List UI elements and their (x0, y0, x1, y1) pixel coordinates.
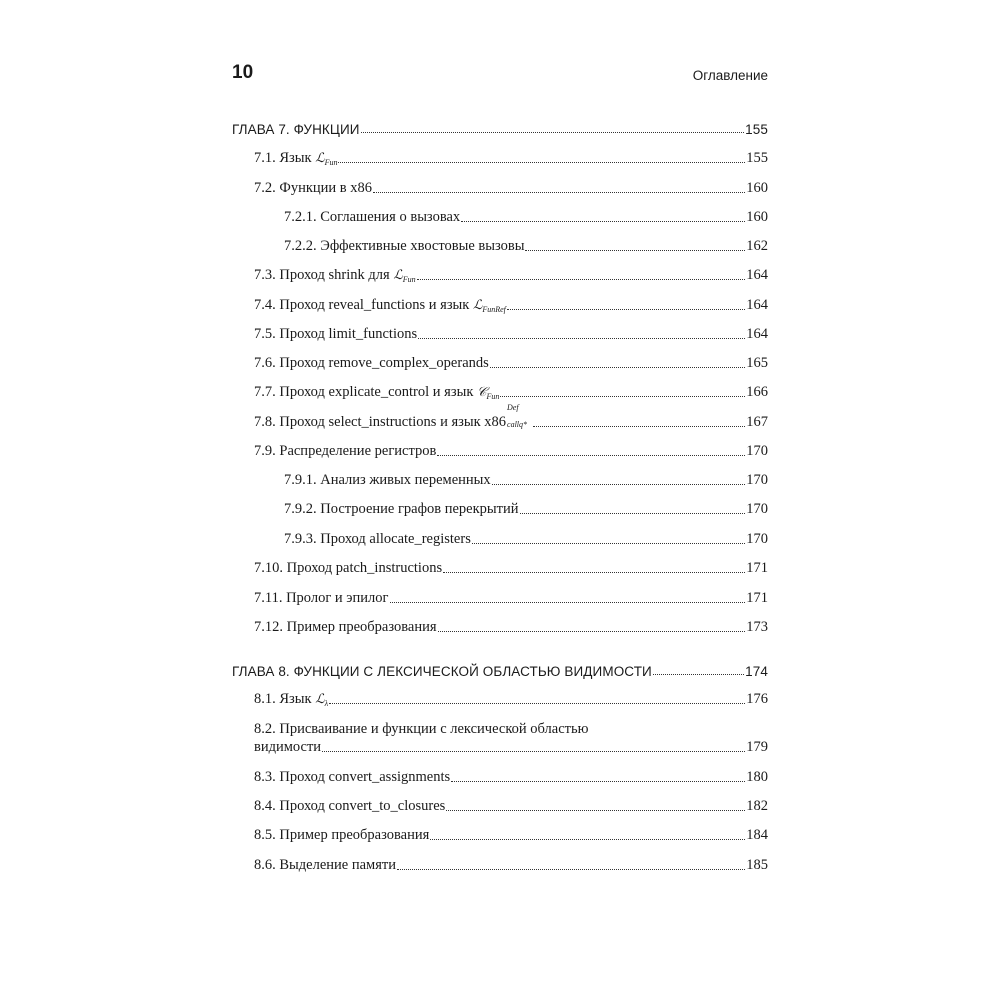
toc-page-number: 160 (746, 209, 768, 225)
toc-entry-title: 7.4. Проход reveal_functions и язык ℒ$_{FunRef}$ (254, 297, 506, 314)
toc-entry-title: 7.12. Пример преобразования (254, 619, 437, 635)
toc-entry-title: 7.5. Проход limit_functions (254, 326, 418, 342)
toc-page-number: 184 (746, 827, 768, 843)
toc-page-number: 170 (746, 501, 768, 517)
dot-leader (329, 702, 745, 704)
math-superscript: Def (507, 403, 519, 412)
toc-entry-7-11[interactable] (254, 590, 768, 607)
dot-leader (520, 512, 746, 514)
toc-entry-7-7[interactable] (254, 384, 768, 401)
toc-entry-title: 7.8. Проход select_instructions и язык x86 Def callq* (254, 414, 532, 431)
dot-leader (322, 750, 745, 752)
dot-leader (443, 571, 745, 573)
dot-leader (472, 542, 745, 544)
toc-page-number: 171 (746, 560, 768, 576)
toc-entry-7-4[interactable] (254, 297, 768, 314)
toc-page-number: 164 (746, 326, 768, 342)
toc-entry-8-5[interactable] (254, 827, 768, 844)
toc-entry-7-1[interactable] (254, 150, 768, 167)
toc-entry-title: 8.4. Проход convert_to_closures (254, 798, 446, 814)
toc-page-number: 182 (746, 798, 768, 814)
dot-leader (430, 838, 745, 840)
dot-leader (451, 780, 745, 782)
toc-entry-7-9-3[interactable] (284, 531, 768, 548)
toc-entry-8-1[interactable] (254, 691, 768, 708)
toc-page-number: 164 (746, 267, 768, 283)
toc-entry-title: 7.9.2. Построение графов перекрытий (284, 501, 519, 517)
math-subscript: Fun (324, 158, 338, 167)
toc-entry-8-6[interactable] (254, 857, 768, 874)
dot-leader (490, 366, 745, 368)
toc-page-number: 155 (745, 122, 768, 137)
toc-entry-title: 7.2.1. Соглашения о вызовах (284, 209, 461, 225)
toc-page-number: 174 (745, 664, 768, 679)
math-subscript: λ (324, 699, 329, 708)
toc-page-number: 155 (746, 150, 768, 166)
dot-leader (525, 249, 745, 251)
dot-leader (373, 191, 745, 193)
toc-entry-title: 7.1. Язык ℒ$_{Fun}$ (254, 150, 338, 167)
toc-entry-title: 7.2. Функции в x86 (254, 180, 373, 196)
toc-page-number: 170 (746, 531, 768, 547)
toc-entry-title: 7.11. Пролог и эпилог (254, 590, 389, 606)
dot-leader (418, 337, 745, 339)
toc-entry-8-2-line1[interactable]: 8.2. Присваивание и функции с лексической областью (254, 721, 589, 737)
toc-entry-7-2-2[interactable] (284, 238, 768, 255)
math-supsub (506, 403, 532, 429)
dot-leader (437, 454, 745, 456)
math-symbol: ℒ (315, 692, 325, 707)
dot-leader (417, 278, 746, 280)
toc-entry-7-9-1[interactable] (284, 472, 768, 489)
toc-entry-7-10[interactable] (254, 560, 768, 577)
toc-entry-7-2[interactable] (254, 180, 768, 197)
toc-entry-title: 7.9. Распределение регистров (254, 443, 437, 459)
toc-entry-title: 7.9.3. Проход allocate_registers (284, 531, 471, 547)
dot-leader (507, 308, 745, 310)
toc-page-number: 166 (746, 384, 768, 400)
math-symbol: ℒ (472, 298, 483, 313)
math-symbol: ℒ (315, 151, 325, 166)
dot-leader (338, 161, 745, 163)
dot-leader (653, 673, 744, 675)
toc-entry-title: ГЛАВА 7. ФУНКЦИИ (232, 122, 360, 137)
math-subscript: Fun (402, 275, 416, 284)
toc-page-number: 160 (746, 180, 768, 196)
toc-entry-7-2-1[interactable] (284, 209, 768, 226)
toc-entry-7-9-2[interactable] (284, 501, 768, 518)
toc-entry-7-3[interactable] (254, 267, 768, 284)
dot-leader (500, 395, 745, 397)
toc-page-number: 179 (746, 739, 768, 755)
toc-chapter-7[interactable] (232, 122, 768, 137)
toc-entry-7-6[interactable] (254, 355, 768, 372)
toc-entry-title: 7.3. Проход shrink для ℒ$_{Fun}$ (254, 267, 416, 284)
math-subscript: Fun (486, 392, 500, 401)
toc-page-number: 170 (746, 443, 768, 459)
toc-entry-title: 8.1. Язык ℒ$_\lambda$ (254, 691, 329, 708)
toc-entry-7-5[interactable] (254, 326, 768, 343)
dot-leader (461, 220, 745, 222)
dot-leader (390, 601, 746, 603)
toc-entry-7-8[interactable] (254, 403, 768, 431)
toc-entry-title: 7.7. Проход explicate_control и язык 𝒞$_{Fun}$ (254, 384, 500, 401)
toc-entry-8-4[interactable] (254, 798, 768, 815)
toc-page-number: 171 (746, 590, 768, 606)
toc-page-number: 167 (746, 414, 768, 430)
toc-page-number: 165 (746, 355, 768, 371)
toc-entry-title: 8.6. Выделение памяти (254, 857, 396, 873)
toc-page-number: 170 (746, 472, 768, 488)
toc-entry-7-9[interactable] (254, 443, 768, 460)
toc-entry-title: 7.9.1. Анализ живых переменных (284, 472, 491, 488)
toc-entry-8-2[interactable] (254, 739, 768, 756)
dot-leader (438, 630, 746, 632)
toc-entry-title: видимости (254, 739, 322, 755)
toc-page-number: 185 (746, 857, 768, 873)
toc-entry-title: ГЛАВА 8. ФУНКЦИИ С ЛЕКСИЧЕСКОЙ ОБЛАСТЬЮ ВИДИМОСТИ (232, 664, 652, 679)
dot-leader (533, 425, 745, 427)
toc-entry-title: 7.6. Проход remove_complex_operands (254, 355, 489, 371)
toc-page-number: 162 (746, 238, 768, 254)
math-subscript: FunRef (482, 305, 506, 314)
dot-leader (361, 131, 745, 133)
toc-entry-title: 8.5. Пример преобразования (254, 827, 430, 843)
dot-leader (492, 483, 746, 485)
toc-entry-title: 7.10. Проход patch_instructions (254, 560, 443, 576)
toc-chapter-8[interactable] (232, 664, 768, 679)
toc-page-number: 173 (746, 619, 768, 635)
running-head: Оглавление (692, 68, 768, 83)
toc-entry-title: 8.3. Проход convert_assignments (254, 769, 451, 785)
math-symbol: 𝒞 (477, 385, 487, 400)
dot-leader (446, 809, 745, 811)
toc-entry-title: 7.2.2. Эффективные хвостовые вызовы (284, 238, 525, 254)
math-symbol: ℒ (393, 268, 403, 283)
toc-page-number: 180 (746, 769, 768, 785)
page-number: 10 (232, 62, 254, 83)
dot-leader (397, 868, 745, 870)
page-header (232, 60, 768, 90)
toc-page-number: 176 (746, 691, 768, 707)
math-subscript: callq* (507, 420, 528, 429)
toc-page-number: 164 (746, 297, 768, 313)
toc-entry-7-12[interactable] (254, 619, 768, 636)
toc-entry-8-3[interactable] (254, 769, 768, 786)
